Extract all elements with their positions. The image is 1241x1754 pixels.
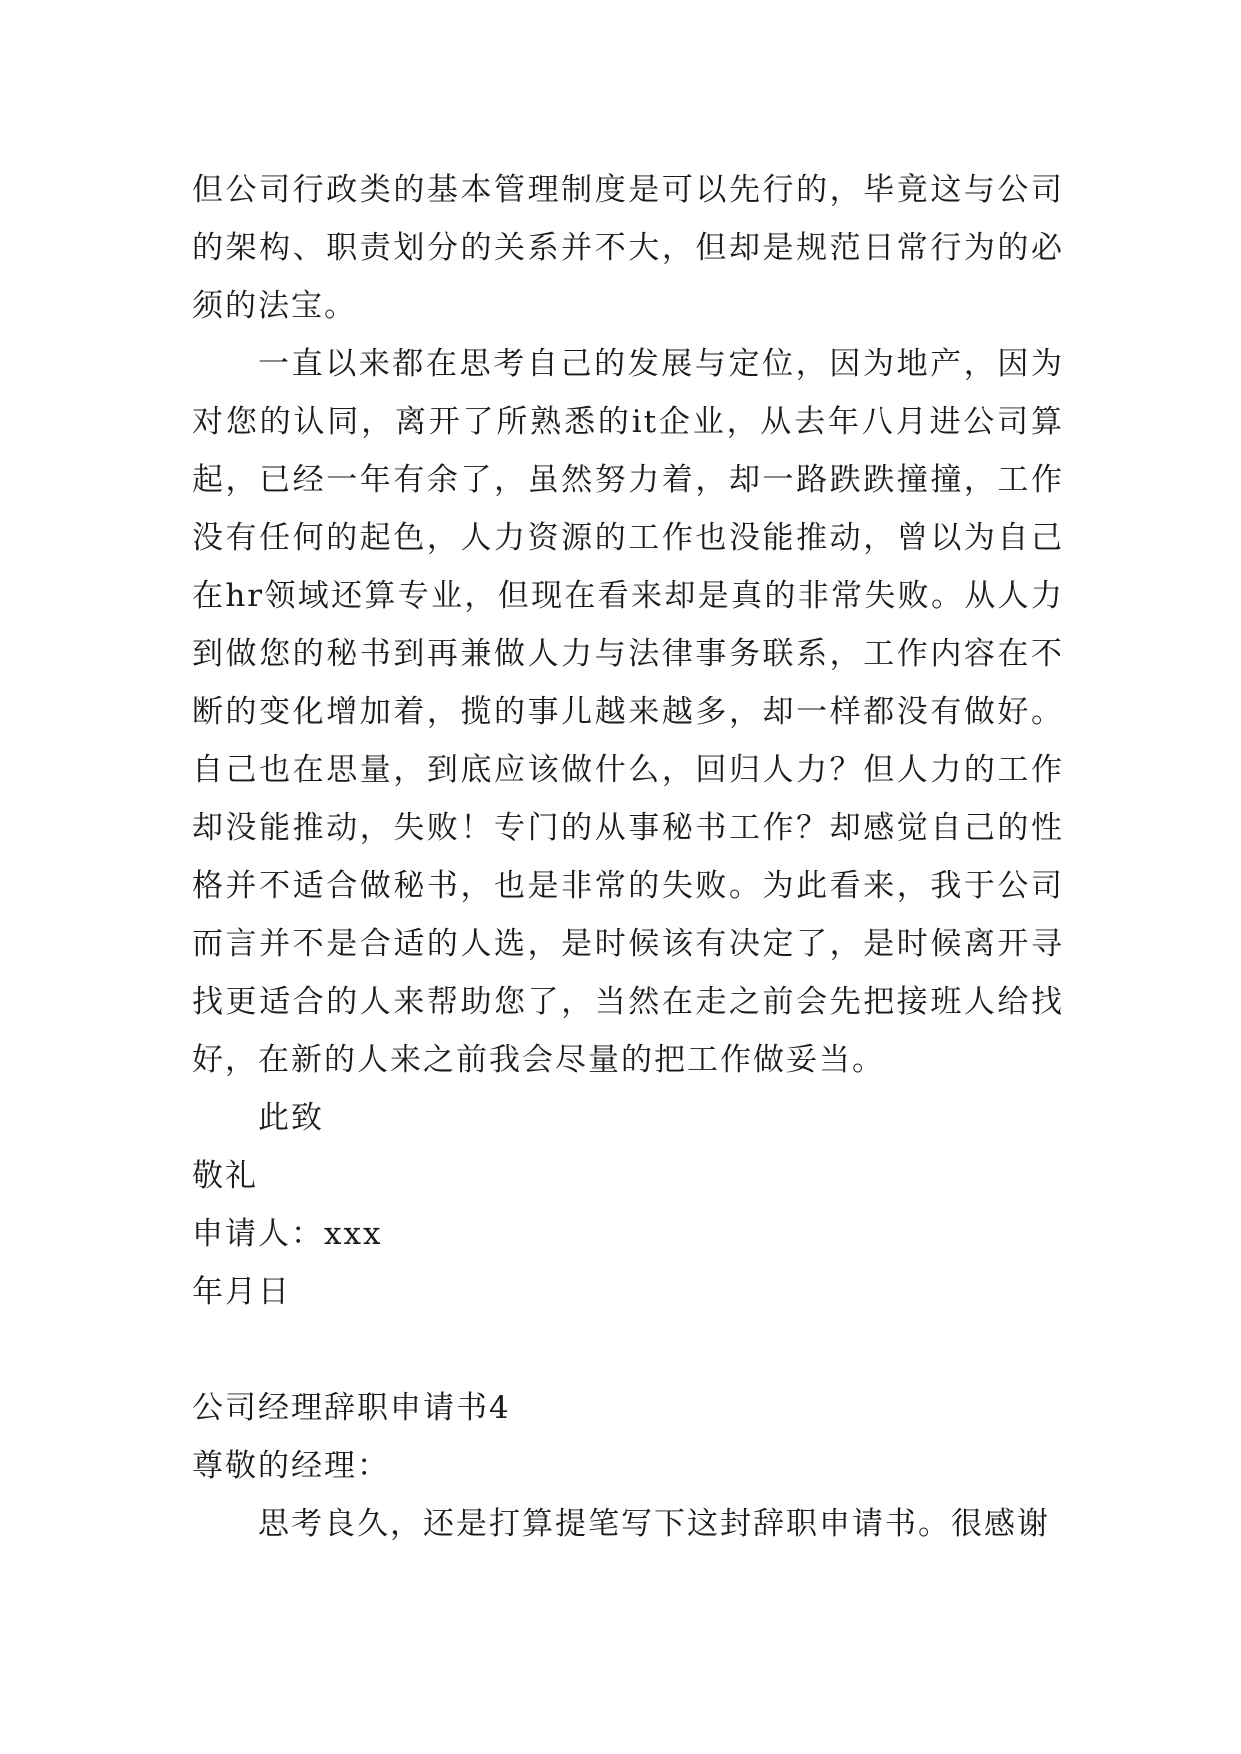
paragraph-policy: 但公司行政类的基本管理制度是可以先行的，毕竟这与公司的架构、职责划分的关系并不大，但却是规范日常行为的必须的法宝。 (192, 172, 1064, 324)
section-spacer (192, 1321, 1064, 1379)
applicant-line: 申请人：xxx (192, 1216, 383, 1252)
document-body (192, 161, 1064, 1553)
closing-salute: 敬礼 (192, 1158, 258, 1194)
date-line: 年月日 (192, 1274, 291, 1310)
closing-greeting: 此致 (258, 1100, 324, 1136)
section-title: 公司经理辞职申请书4 (192, 1390, 511, 1426)
salutation: 尊敬的经理： (192, 1448, 390, 1484)
paragraph-reflection: 一直以来都在思考自己的发展与定位，因为地产，因为对您的认同，离开了所熟悉的it企业，从去年八月进公司算起，已经一年有余了，虽然努力着，却一路跌跌撞撞，工作没有任何的起色，人力资源的工作也没能推动，曾以为自己在hr领域还算专业，但现在看来却是真的非常失败。从人力到做您的秘书到再兼做人力与法律事务联系，工作内容在不断的变化增加着，揽的事儿越来越多，却一样都没有做好。自己也在思量，到底应该做什么，回归人力？但人力的工作却没能推动，失败！专门的从事秘书工作？却感觉自己的性格并不适合做秘书，也是非常的失败。为此看来，我于公司而言并不是合适的人选，是时候该有决定了，是时候离开寻找更适合的人来帮助您了，当然在走之前会先把接班人给找好，在新的人来之前我会尽量的把工作做妥当。 (192, 346, 1064, 1078)
opening-paragraph: 思考良久，还是打算提笔写下这封辞职申请书。很感谢 (258, 1506, 1050, 1542)
